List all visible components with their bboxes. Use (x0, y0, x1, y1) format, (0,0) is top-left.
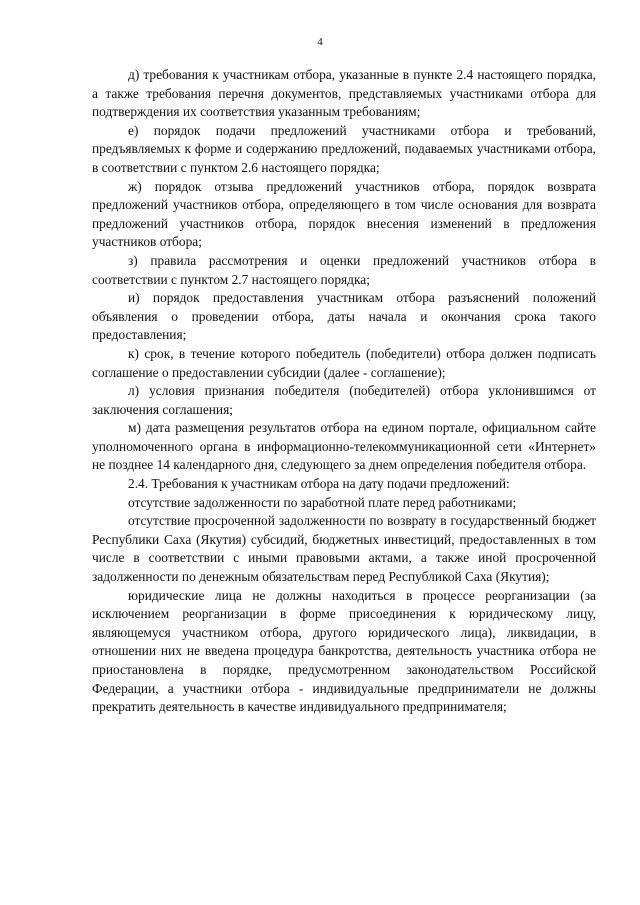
page-number: 4 (317, 36, 323, 48)
paragraph-item-zh: ж) порядок отзыва предложений участников отбора, порядок возврата предложений участников отбора, определяющего в том числе основания для возврата предложений участников отбора, порядок внесения изменений в предложения участников отбора; (92, 178, 596, 250)
paragraph-item-z: з) правила рассмотрения и оценки предложений участников отбора в соответствии с пунктом 2.7 настоящего порядка; (92, 252, 596, 287)
paragraph-item-m: м) дата размещения результатов отбора на едином портале, официальном сайте уполномоченного органа в информационно-телекоммуникационной сети «Интернет» не позднее 14 календарного дня, следующего за днем определения победителя отбора. (92, 420, 596, 473)
document-body (92, 66, 596, 717)
section-heading-2-4: 2.4. Требования к участникам отбора на дату подачи предложений: (128, 476, 510, 492)
paragraph-item-d: д) требования к участникам отбора, указанные в пункте 2.4 настоящего порядка, а также требования перечня документов, представляемых участниками отбора для подтверждения их соответствия указанным требованиям; (92, 67, 596, 120)
paragraph-item-i: и) порядок предоставления участникам отбора разъяснений положений объявления о проведении отбора, даты начала и окончания срока такого предоставления; (92, 290, 596, 343)
requirement-no-overdue-debt: отсутствие просроченной задолженности по возврату в государственный бюджет Республики Саха (Якутия) субсидий, бюджетных инвестиций, предоставленных в том числе в соответствии с иными правовыми актами, а также иной просроченной задолженности по денежным обязательствам перед Республикой Саха (Якутия); (92, 513, 596, 585)
requirement-no-wage-debt: отсутствие задолженности по заработной плате перед работниками; (128, 494, 517, 510)
paragraph-item-k: к) срок, в течение которого победитель (победители) отбора должен подписать соглашение о предоставлении субсидии (далее - соглашение); (92, 345, 596, 380)
paragraph-item-e: е) порядок подачи предложений участниками отбора и требований, предъявляемых к форме и содержанию предложений, подаваемых участниками отбора, в соответствии с пунктом 2.6 настоящего порядка; (92, 122, 596, 175)
paragraph-item-l: л) условия признания победителя (победителей) отбора уклонившимся от заключения соглашения; (92, 383, 596, 417)
requirement-no-reorganization: юридические лица не должны находиться в процессе реорганизации (за исключением реорганизации в форме присоединения к юридическому лицу, являющемуся участником отбора, другого юридического лица), ликвидации, в отношении них не введена процедура банкротства, деятельность участника отбора не приостановлена в порядке, предусмотренном законодательством Российской Федерации, а участники отбора - индивидуальные предприниматели не должны прекратить деятельность в качестве индивидуального предпринимателя; (92, 587, 596, 715)
